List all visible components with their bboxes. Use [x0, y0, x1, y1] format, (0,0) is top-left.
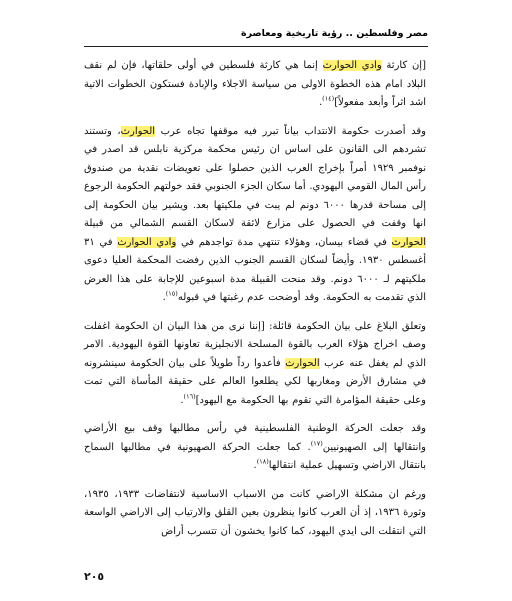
text-run: في قضاء بيسان، وهؤلاء تنتهي مدة تواجدهم في [176, 236, 392, 248]
text-run: وقد أصدرت حكومة الانتداب بياناً تبرر فيه موقفها تجاه عرب [155, 125, 426, 137]
text-run: ورغم ان مشكلة الاراضي كانت من الاسباب الاساسية لانتفاضات ١٩٣٣، ١٩٣٥، وثورة ١٩٣٦، إذ أن العرب كانوا ينظرون بعين القلق والارتياب إلى الاراضي الواسعة التي انتقلت الى ايدي اليهود، كما كانوا يخشون أن تتسرب أراض [84, 488, 427, 537]
text-run: وتعلق البلاغ على بيان الحكومة قائلة: [إننا نرى من هذا البيان ان الحكومة اغفلت وصف اخراج هؤلاء العرب بالقوة المسلحة الانجليزية تعاونها القوة اليهودية. الامر الذي لم يغفل عنه عرب [84, 320, 427, 369]
highlighted-term: الحوارث [120, 125, 156, 137]
highlighted-term: وادي الحوارث [117, 236, 177, 248]
footnote-ref: (١٨) [256, 457, 269, 466]
body-paragraph [84, 123, 426, 308]
body-paragraph [84, 420, 426, 476]
text-run: . [180, 394, 184, 406]
footnote-ref: (١٧) [310, 439, 323, 448]
footnote-ref: (١٥) [165, 289, 178, 298]
text-run: فأعدوا رداً طويلاً على بيان الحكومة سينشرونه في مشارق الأرض ومغاربها لكي يطلعوا العالم على حقيقة المأساة التي تمت وعلى حقيقة المؤامرة التي تقوم بها الحكومة مع اليهود] [84, 357, 426, 406]
body-paragraph [84, 57, 426, 113]
body-paragraph [84, 318, 426, 411]
text-run: . [253, 460, 257, 471]
running-header [84, 26, 428, 47]
text-run: إنما هي كارثة فلسطين في أولى حلقاتها، فإن لم نقف البلاد امام هذه الخطوة الاولى من سياسة الاجلاء والإبادة فستكون الخطوات الاتية اشد اثراً وأبعد مفعولاً] [84, 60, 426, 108]
text-run: . كما جعلت الحركة الصهيونية في مطالبها السماح بانتقال الاراضي وتسهيل عملية انتقالها [84, 441, 426, 471]
page-number: ٢٠٥ [84, 570, 105, 583]
text-run: . [162, 292, 166, 303]
body-paragraph [84, 486, 426, 542]
highlighted-term: الحوارث [285, 357, 320, 369]
page-body [84, 57, 426, 551]
text-run: [إن كارثة [381, 60, 426, 71]
text-run: وقد جعلت الحركة الوطنية الفلسطينية في رأس مطالبها وقف بيع الأراضي وانتقالها إلى الصهيونيين [84, 423, 426, 453]
footnote-ref: (١٦) [183, 392, 196, 401]
footnote-ref: (١٤) [322, 94, 335, 103]
highlighted-term: وادي الحوارث [322, 60, 382, 71]
highlighted-term: الحوارث [391, 236, 426, 248]
text-run: ، وتستند تشردهم الى القانون على اساس ان رئيس محكمة مركزية نابلس قد اصدر في نوفمبر ١٩٢٩ أمراً بإخراج العرب الذين حصلوا على تعويضات نقدية من صندوق رأس المال القومي اليهودي. أما سكان الجزء الجنوبي فقد خولتهم الحكومة الرجوع إلى مساحة قدرها ٦٠٠٠ دونم لم يبت في ملكيتها بعد. ويشير بيان الحكومة إلى انها وقفت في الحصول على مزارع لائقة لاسكان القسم الشمالي من قبيلة [84, 125, 427, 229]
book-title: مصر وفلسطين .. رؤية تاريخية ومعاصرة [240, 28, 428, 39]
text-run: في ٣١ أغسطس ١٩٣٠. وأيضاً لسكان القسم الجنوب الذين رفضت المحكمة العليا دعوى ملكيتهم لـ ٦٠٠٠ دونم. وقد منحت القبيلة مدة اسبوعين للإجابة على هذا العرض الذي تقدمت به الحكومة. وقد أوضحت عدم رغبتها في قبوله [84, 236, 427, 303]
text-run: . [318, 97, 323, 108]
